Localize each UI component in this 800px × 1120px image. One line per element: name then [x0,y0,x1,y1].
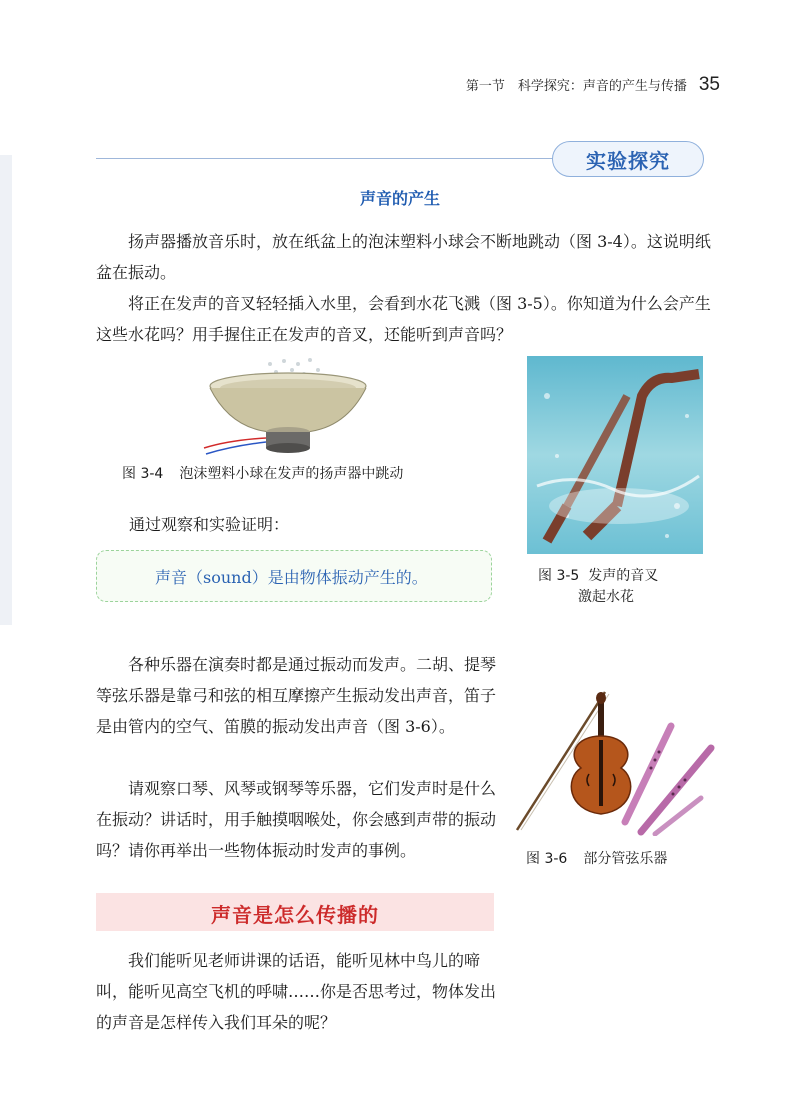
flute-icons [625,726,711,834]
subsection-title: 声音是怎么传播的 [211,903,379,927]
definition-box [96,550,492,602]
paragraph-instruments: 各种乐器在演奏时都是通过振动而发声。二胡、提琴等弦乐器是靠弓和弦的相互摩擦产生振动发出声音，笛子是由管内的空气、笛膜的振动发出声音（图 3-6）。 [96,655,497,736]
section-title: 声音的产生 [359,189,440,208]
paragraph-examples: 请你再举出一些物体振动时发声的事例。 [128,841,417,860]
paragraph-observe: 请观察口琴、风琴或钢琴等乐器，它们发声时是什么在振动？讲话时，用手触摸咽喉处，你会感到声带的振动吗？ [96,779,497,860]
figure-number: 图 3-5 [538,568,580,584]
speaker-illustration [200,358,380,458]
header-section-title: 第一节 科学探究：声音的产生与传播 [465,79,687,94]
figure-caption-line2: 激起水花 [578,589,634,605]
running-header [466,74,720,96]
figure-number: 图 3-4 [122,466,164,482]
paragraph-propagation: 我们能听见老师讲课的话语，能听见林中鸟儿的啼叫，能听见高空飞机的呼啸……你是否思考过，物体发出的声音是怎样传入我们耳朵的呢？ [96,951,497,1032]
instruments-illustration [505,688,715,836]
violin-icon [571,692,630,814]
page-number: 35 [698,74,720,95]
experiment-rule [96,158,566,159]
subsection-banner [96,893,494,931]
experiment-badge [552,141,704,177]
figure-3-6-caption [526,848,667,868]
figure-caption-text: 泡沫塑料小球在发声的扬声器中跳动 [179,466,404,482]
figure-caption-line1: 发声的音叉 [588,568,659,584]
figure-3-5-caption [538,566,688,608]
figure-caption-text: 部分管弦乐器 [583,851,668,867]
paragraph-speaker: 扬声器播放音乐时，放在纸盆上的泡沫塑料小球会不断地跳动（图 3-4）。这说明纸盆在振动。 [96,232,711,282]
experiment-label: 实验探究 [586,148,670,173]
page-margin-strip [0,155,12,625]
figure-3-4-caption [122,463,403,483]
figure-number: 图 3-6 [526,851,568,867]
paragraph-proof-intro: 通过观察和实验证明： [129,515,290,534]
definition-text: 声音（sound）是由物体振动产生的。 [155,568,428,587]
paragraph-tuning-fork: 将正在发声的音叉轻轻插入水里，会看到水花飞溅（图 3-5）。你知道为什么会产生这些水花吗？用手握住正在发声的音叉，还能听到声音吗？ [96,294,711,344]
tuning-fork-water-photo [527,356,703,554]
